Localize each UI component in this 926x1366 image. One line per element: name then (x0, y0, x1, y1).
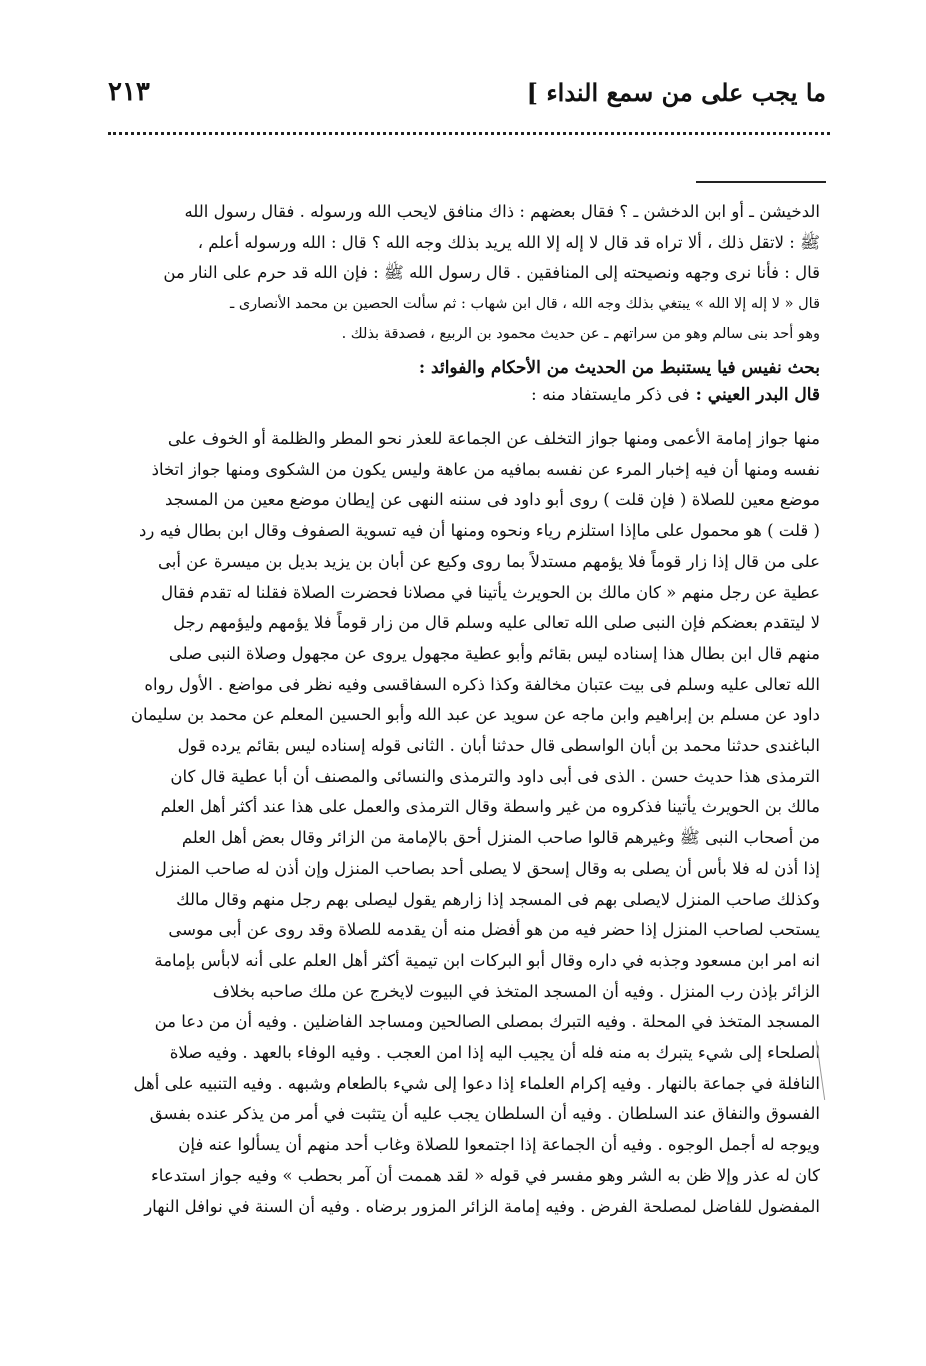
text-line: الترمذى هذا حديث حسن . الذى فى أبى داود والترمذى والنسائى والمصنف أن أبا عطية قال كان (170, 766, 820, 786)
section-heading-badr (100, 385, 820, 405)
text-line: الزائر بإذن رب المنزل . وفيه أن المسجد المتخذ في البيوت لايخرج عن ملك صاحبه بخلاف (212, 981, 820, 1001)
text-line: على من قال إذا زار قوماً فلا يؤمهم مستدلاً بما روى وكيع عن أبان بن يزيد بديل بن ميسرة عن أبى (158, 551, 820, 571)
text-line: نفسه ومنها أن فيه إخبار المرء عن نفسه بمافيه من عاهة وليس يكون من الشكوى ومنها جواز اتخاذ (151, 459, 820, 479)
text-line: ويوجه له أجمل الوجوه . وفيه أن الجماعة إذا اجتمعوا للصلاة وغاب أحد منهم أن يسألوا عنه فإن (178, 1135, 820, 1155)
section-heading-research: بحث نفيس فيا يستنبط من الحديث من الأحكام والفوائد : (418, 358, 820, 378)
footnote-block (100, 197, 820, 350)
text-line: الله تعالى عليه وسلم فى بيت عتبان مخالفة وكذا ذكره السفاقسى وفيه نظر فى مواضع . الأول رواه (144, 674, 820, 694)
footnote-line: قال « لا إله إلا الله » يبتغي بذلك وجه الله ، قال ابن شهاب : ثم سألت الحصين بن محمد الأنصارى ـ (229, 295, 820, 312)
text-line: ( قلت ) هو محمول على ماإذا استلزم رياء ونحوه ومنها أن فيه تسوية الصفوف وقال ابن بطال فيه رد (139, 521, 820, 541)
text-line: إذا أذن له فلا بأس أن يصلى به وقال إسحق لا يصلى أحد بصاحب المنزل وإن أذن له صاحب المنزل (154, 858, 820, 878)
footnote-line: قال : فأنا نرى وجهه ونصيحته إلى المنافقين . قال رسول الله ﷺ : فإن الله قد حرم على النار من (163, 263, 820, 282)
text-line: المسجد المتخذ في المحلة . وفيه التبرك بمصلى الصالحين ومساجد الفاضلين . وفيه أن من دعا من (154, 1012, 820, 1032)
text-line: مالك بن الحويرث يأتينا فذكروه من غير واسطة وقال الترمذى والعمل على هذا عند أكثر أهل العلم (160, 797, 820, 817)
footnote-line: الدخيشن ـ أو ابن الدخشن ـ ؟ فقال بعضهم : ذاك منافق لايحب الله ورسوله . فقال رسول الله (184, 202, 820, 221)
text-line: عطية عن رجل منهم « كان مالك بن الحويرث يأتينا في مصلانا فحضرت الصلاة فقلنا له تقدم فقال (161, 582, 820, 602)
heading-badr-rest: فى ذكر مايستفاد منه : (530, 385, 690, 405)
heading-badr-bold: قال البدر العيني : (695, 385, 820, 405)
page-header (108, 70, 826, 114)
header-dotted-divider (108, 132, 830, 135)
footnote-line: وهو أحد بنى سالم وهو من سراتهم ـ عن حديث محمود بن الربيع ، فصدقة بذلك . (341, 326, 820, 342)
text-line: منها جواز إمامة الأعمى ومنها جواز التخلف عن الجماعة للعذر نحو المطر والظلمة أو الخوف على (167, 429, 820, 448)
text-line: الباغندى حدثنا محمد بن أبان الواسطى قال حدثنا أبان . الثانى قوله إسناده ليس بقائم يرده قول (177, 736, 820, 756)
text-line: انه امر ابن مسعود وجذبه في داره وقال أبو البركات ابن تيمية أكثر أهل العلم على أنه لابأس بإمامة (154, 950, 820, 970)
footnote-line: ﷺ : لاتقل ذلك ، ألا تراه قد قال لا إله إلا الله يريد بذلك وجه الله ؟ قال : الله ورسوله أعلم ، (197, 232, 820, 252)
page-number: ٢١٣ (108, 77, 150, 107)
text-line: يستحب لصاحب المنزل إذا حضر فيه من هو أفضل منه أن يقدمه للصلاة وقد روى عن أبى موسى (168, 920, 820, 940)
text-line: داود عن مسلم بن إبراهيم وابن ماجه عن سويد عن عبد الله وأبو الحسين المعلم عن محمد بن سليمان (130, 705, 820, 725)
text-line: وكذلك صاحب المنزل لايصلى بهم فى المسجد إذا زارهم يقول ليصلى بهم رجل منهم وقال مالك (176, 889, 820, 909)
text-line: الصلحاء إلى شيء يتبرك به منه فله أن يجيب اليه إذا امن العجب . وفيه الوفاء بالعهد . وفيه صلاة (169, 1043, 820, 1063)
text-line: موضع معين للصلاة ( فإن قلت ) روى أبو داود فى سننه النهى عن إيطان موضع معين من المسجد (165, 490, 820, 510)
text-line: الفسوق والنفاق عند السلطان . وفيه أن السلطان يجب عليه أن يتثبت في أمر من يذكر عنده بفسق (149, 1104, 820, 1124)
text-line: لا ليتقدم بعضكم فإن النبى صلى الله تعالى عليه وسلم قال من زار قوماً فلا يؤمهم وليؤمهم رجل (173, 613, 820, 633)
text-line: منهم قال ابن بطال هذا إسناده ليس بقائم وأبو عطية مجهول يروى عن مجهول وصلاة النبى صلى (168, 643, 820, 663)
running-title: ما يجب على من سمع النداء ] (526, 77, 826, 107)
text-line: من أصحاب النبى ﷺ وغيرهم قالوا صاحب المنزل أحق بالإمامة من الزائر وقال بعض أهل العلم (181, 828, 820, 848)
text-line: المفضول للفاضل لمصلحة الفرض . وفيه إمامة الزائر المزور برضاه . وفيه أن السنة في نوافل النهار (144, 1196, 820, 1216)
text-line: النافلة في جماعة بالنهار . وفيه إكرام العلماء إذا دعوا إلى شيء بالطعام وشبهه . وفيه التنبيه على أهل (133, 1073, 820, 1093)
text-line: كان له عذر وإلا ظن به الشر وهو مفسر في قوله « لقد هممت أن آمر بحطب » وفيه جواز استدعاء (151, 1165, 820, 1185)
main-text (100, 424, 820, 1222)
footnote-divider (696, 181, 826, 183)
